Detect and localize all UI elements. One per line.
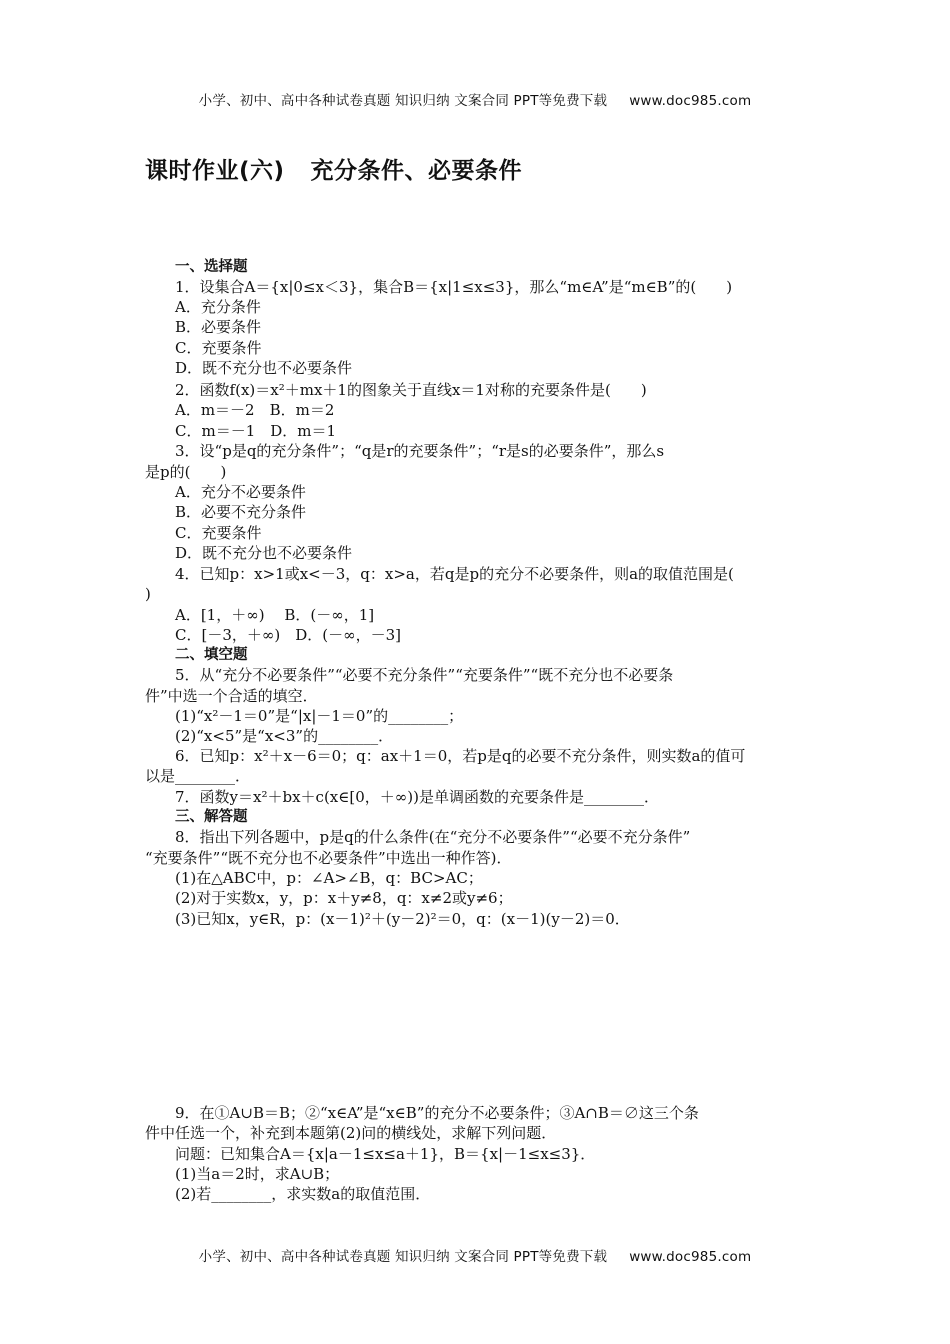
question-line: (1)当a＝2时，求A∪B； bbox=[175, 1165, 340, 1183]
option-line: A．[1，＋∞) B．(－∞，1] bbox=[175, 606, 375, 624]
header-text: 小学、初中、高中各种试卷真题 知识归纳 文案合同 PPT等免费下载 bbox=[198, 93, 608, 109]
option-line: A．充分不必要条件 bbox=[175, 483, 306, 501]
option-line: A．m＝－2 B．m＝2 bbox=[175, 401, 335, 419]
question-line: (2)“x<5”是“x<3”的________． bbox=[175, 727, 394, 745]
question-line: “充要条件”“既不充分也不必要条件”中选出一种作答)． bbox=[145, 849, 512, 867]
page-header bbox=[0, 89, 950, 109]
question-line: 1．设集合A＝{x|0≤x＜3}，集合B＝{x|1≤x≤3}，那么“m∈A”是“m∈B”的( ) bbox=[175, 278, 733, 296]
option-line: D．既不充分也不必要条件 bbox=[175, 544, 353, 562]
question-line: 是p的( ) bbox=[145, 463, 227, 481]
question-line: (1)在△ABC中，p：∠A>∠B，q：BC>AC； bbox=[175, 869, 483, 887]
option-line: C．充要条件 bbox=[175, 524, 262, 542]
section-heading: 三、解答题 bbox=[175, 809, 248, 825]
question-line: 件”中选一个合适的填空． bbox=[145, 687, 318, 705]
question-line: (2)若________，求实数a的取值范围． bbox=[175, 1185, 431, 1203]
question-line: 6．已知p：x²＋x－6＝0；q：ax＋1＝0，若p是q的必要不充分条件，则实数a的值可 bbox=[175, 747, 746, 765]
option-line: C．m＝－1 D．m＝1 bbox=[175, 422, 337, 440]
option-line: A．充分条件 bbox=[175, 298, 261, 316]
question-line: (3)已知x，y∈R，p：(x－1)²＋(y－2)²＝0，q：(x－1)(y－2)＝0． bbox=[175, 910, 630, 928]
question-line: 3．设“p是q的充分条件”；“q是r的充要条件”；“r是s的必要条件”，那么s bbox=[175, 442, 665, 460]
question-line: 9．在①A∪B＝B；②“x∈A”是“x∈B”的充分不必要条件；③A∩B＝∅这三个条 bbox=[175, 1104, 699, 1122]
question-line: 8．指出下列各题中，p是q的什么条件(在“充分不必要条件”“必要不充分条件” bbox=[175, 828, 691, 846]
footer-text: 小学、初中、高中各种试卷真题 知识归纳 文案合同 PPT等免费下载 bbox=[198, 1249, 608, 1265]
page-footer bbox=[0, 1245, 950, 1265]
question-line: 5．从“充分不必要条件”“必要不充分条件”“充要条件”“既不充分也不必要条 bbox=[175, 666, 674, 684]
footer-site-link[interactable]: www.doc985.com bbox=[629, 1249, 752, 1265]
option-line: B．必要条件 bbox=[175, 318, 262, 336]
question-line: 件中任选一个，补充到本题第(2)问的横线处，求解下列问题． bbox=[145, 1124, 557, 1142]
title-part1: 课时作业(六) bbox=[145, 158, 285, 184]
title-part2: 充分条件、必要条件 bbox=[310, 158, 523, 184]
question-line: ) bbox=[145, 585, 151, 603]
option-line: C．[－3，＋∞) D．(－∞，－3] bbox=[175, 626, 401, 644]
section-heading: 一、选择题 bbox=[175, 259, 248, 275]
question-line: 问题：已知集合A＝{x|a－1≤x≤a＋1}，B＝{x|－1≤x≤3}． bbox=[175, 1145, 596, 1163]
option-line: C．充要条件 bbox=[175, 339, 262, 357]
option-line: D．既不充分也不必要条件 bbox=[175, 359, 353, 377]
section-heading: 二、填空题 bbox=[175, 647, 248, 663]
question-line: 以是________． bbox=[145, 767, 251, 785]
question-line: (1)“x²－1＝0”是“|x|－1＝0”的________； bbox=[175, 707, 464, 725]
question-line: 2．函数f(x)＝x²＋mx＋1的图象关于直线x＝1对称的充要条件是( ) bbox=[175, 381, 647, 399]
question-line: 4．已知p：x>1或x<－3，q：x>a，若q是p的充分不必要条件，则a的取值范围是( bbox=[175, 565, 734, 583]
page-title bbox=[145, 152, 522, 185]
question-line: (2)对于实数x，y，p：x＋y≠8，q：x≠2或y≠6； bbox=[175, 889, 513, 907]
option-line: B．必要不充分条件 bbox=[175, 503, 307, 521]
question-line: 7．函数y＝x²＋bx＋c(x∈[0，＋∞))是单调函数的充要条件是________． bbox=[175, 788, 659, 806]
header-site-link[interactable]: www.doc985.com bbox=[629, 93, 752, 109]
